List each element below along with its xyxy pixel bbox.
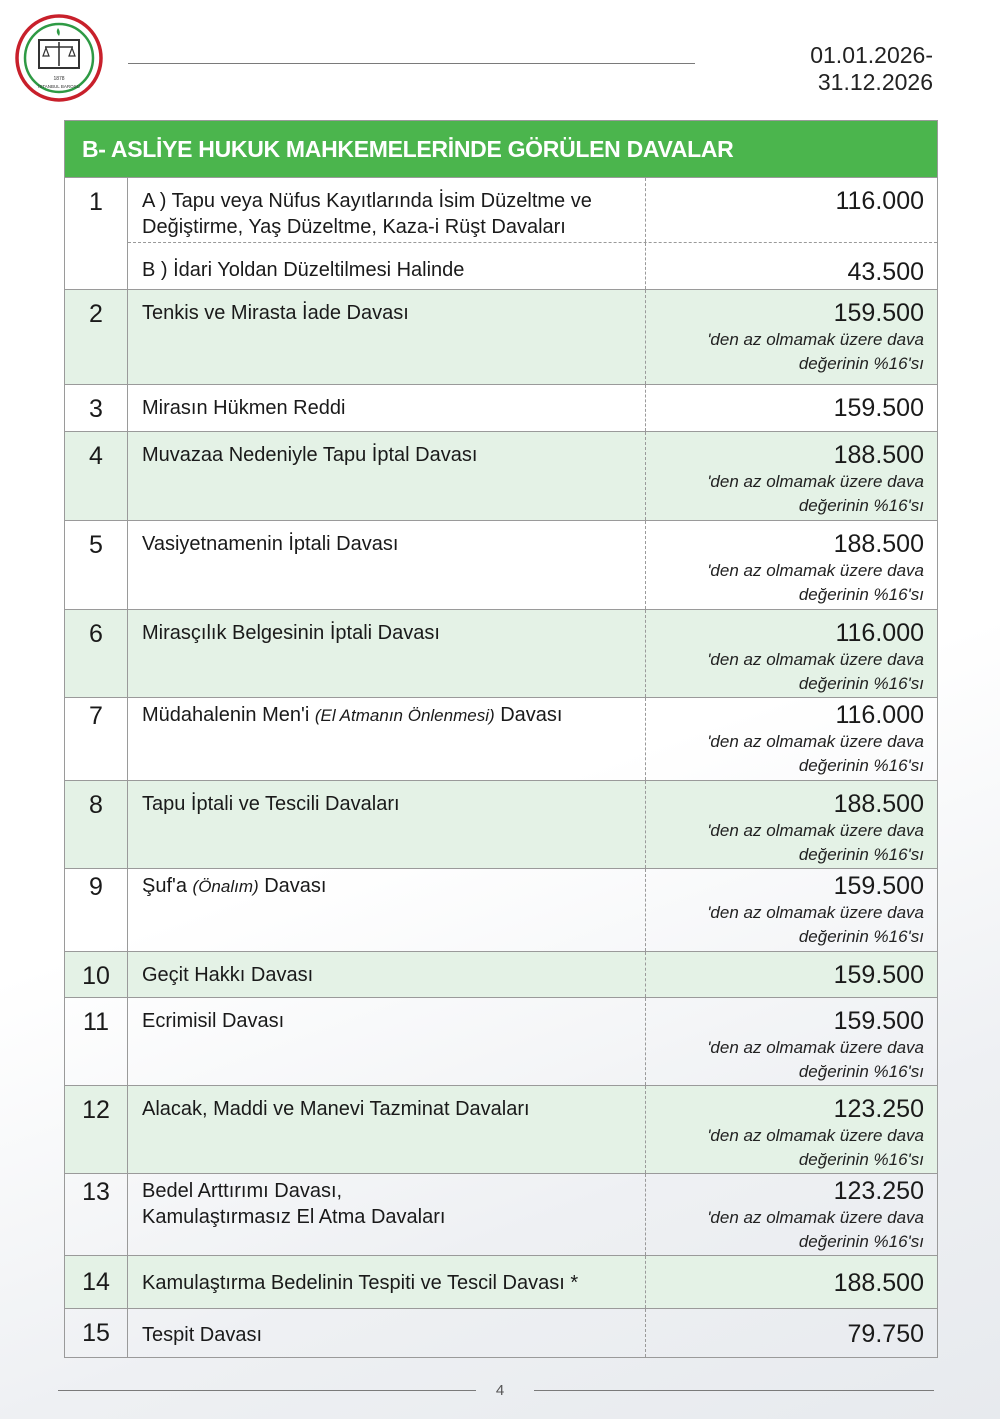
row-amount: 123.250 (833, 1095, 924, 1123)
fee-note: 'den az olmamak üzere dava değerinin %16'sı (707, 561, 924, 604)
fee-note: 'den az olmamak üzere dava değerinin %16'sı (707, 472, 924, 515)
row-number: 2 (65, 290, 128, 384)
table-row (65, 781, 937, 869)
table-row (65, 178, 937, 290)
table-row (65, 432, 937, 521)
row-number: 14 (65, 1256, 128, 1308)
row-description: Vasiyetnamenin İptali Davası (128, 521, 646, 609)
footer-rule-left (58, 1390, 476, 1391)
row-number: 6 (65, 610, 128, 697)
fee-note: 'den az olmamak üzere dava değerinin %16'sı (707, 821, 924, 864)
fee-note: 'den az olmamak üzere dava değerinin %16'sı (707, 1208, 924, 1251)
row-number: 15 (65, 1309, 128, 1357)
date-range: 01.01.2026-31.12.2026 (810, 42, 933, 95)
row-description: Bedel Arttırımı Davası, Kamulaştırmasız El Atma Davaları (128, 1174, 646, 1255)
fee-note: 'den az olmamak üzere dava değerinin %16'sı (707, 1126, 924, 1169)
row-amount: 188.500 (833, 530, 924, 558)
row-number: 3 (65, 385, 128, 431)
row-amount: 159.500 (833, 394, 924, 422)
row-description: Tespit Davası (128, 1309, 646, 1357)
row-number: 9 (65, 869, 128, 951)
row-amount: 159.500 (833, 872, 924, 900)
table-title: B- ASLİYE HUKUK MAHKEMELERİNDE GÖRÜLEN DAVALAR (65, 121, 937, 178)
row-number: 5 (65, 521, 128, 609)
table-row (65, 998, 937, 1086)
table-row (65, 1309, 937, 1357)
fee-note: 'den az olmamak üzere dava değerinin %16'sı (707, 330, 924, 373)
table-row (65, 610, 937, 698)
row-description: Mirasın Hükmen Reddi (128, 385, 646, 431)
row-amount: 116.000 (835, 187, 924, 215)
table-row (65, 1086, 937, 1174)
row-amount: 188.500 (833, 790, 924, 818)
row-amount: 188.500 (833, 1269, 924, 1297)
footer-rule-right (534, 1390, 934, 1391)
row-amount: 116.000 (835, 619, 924, 647)
table-row (65, 698, 937, 781)
table-row (65, 290, 937, 385)
row-amount: 159.500 (833, 299, 924, 327)
row-number: 4 (65, 432, 128, 520)
fee-table (64, 120, 938, 1358)
page-number: 4 (495, 1382, 505, 1399)
row-description: Kamulaştırma Bedelinin Tespiti ve Tescil Davası * (128, 1256, 646, 1308)
row-amount: 159.500 (833, 1007, 924, 1035)
svg-text:İSTANBUL BAROSU: İSTANBUL BAROSU (38, 84, 80, 89)
row-description: A ) Tapu veya Nüfus Kayıtlarında İsim Düzeltme ve Değiştirme, Yaş Düzeltme, Kaza-i Rüşt Davaları (128, 178, 646, 242)
row-number: 1 (65, 178, 128, 289)
table-row (65, 521, 937, 610)
row-number: 11 (65, 998, 128, 1085)
row-number: 8 (65, 781, 128, 868)
row-description: Müdahalenin Men'i (El Atmanın Önlenmesi) Davası (128, 698, 646, 780)
row-amount: 159.500 (833, 961, 924, 989)
row-description: Mirasçılık Belgesinin İptali Davası (128, 610, 646, 697)
row-description: Ecrimisil Davası (128, 998, 646, 1085)
row-amount: 116.000 (835, 701, 924, 729)
row-number: 7 (65, 698, 128, 780)
row-amount: 43.500 (847, 258, 924, 286)
svg-text:1878: 1878 (53, 76, 65, 82)
header-rule (128, 63, 695, 64)
row-amount: 188.500 (833, 441, 924, 469)
row-description: Tapu İptali ve Tescili Davaları (128, 781, 646, 868)
row-description: Tenkis ve Mirasta İade Davası (128, 290, 646, 384)
table-row (65, 952, 937, 998)
row-number: 12 (65, 1086, 128, 1173)
row-amount: 123.250 (833, 1177, 924, 1205)
fee-note: 'den az olmamak üzere dava değerinin %16'sı (707, 1038, 924, 1081)
table-row (65, 1174, 937, 1256)
fee-note: 'den az olmamak üzere dava değerinin %16'sı (707, 903, 924, 946)
fee-note: 'den az olmamak üzere dava değerinin %16'sı (707, 732, 924, 775)
row-description: Alacak, Maddi ve Manevi Tazminat Davaları (128, 1086, 646, 1173)
row-number: 10 (65, 952, 128, 997)
table-row (65, 385, 937, 432)
row-description: Şuf'a (Önalım) Davası (128, 869, 646, 951)
table-row (65, 869, 937, 952)
row-description: Geçit Hakkı Davası (128, 952, 646, 997)
bar-association-logo (15, 14, 103, 102)
row-description: Muvazaa Nedeniyle Tapu İptal Davası (128, 432, 646, 520)
table-row (65, 1256, 937, 1309)
row-description: B ) İdari Yoldan Düzeltilmesi Halinde (128, 243, 646, 289)
fee-note: 'den az olmamak üzere dava değerinin %16'sı (707, 650, 924, 693)
row-amount: 79.750 (847, 1320, 924, 1348)
row-number: 13 (65, 1174, 128, 1255)
